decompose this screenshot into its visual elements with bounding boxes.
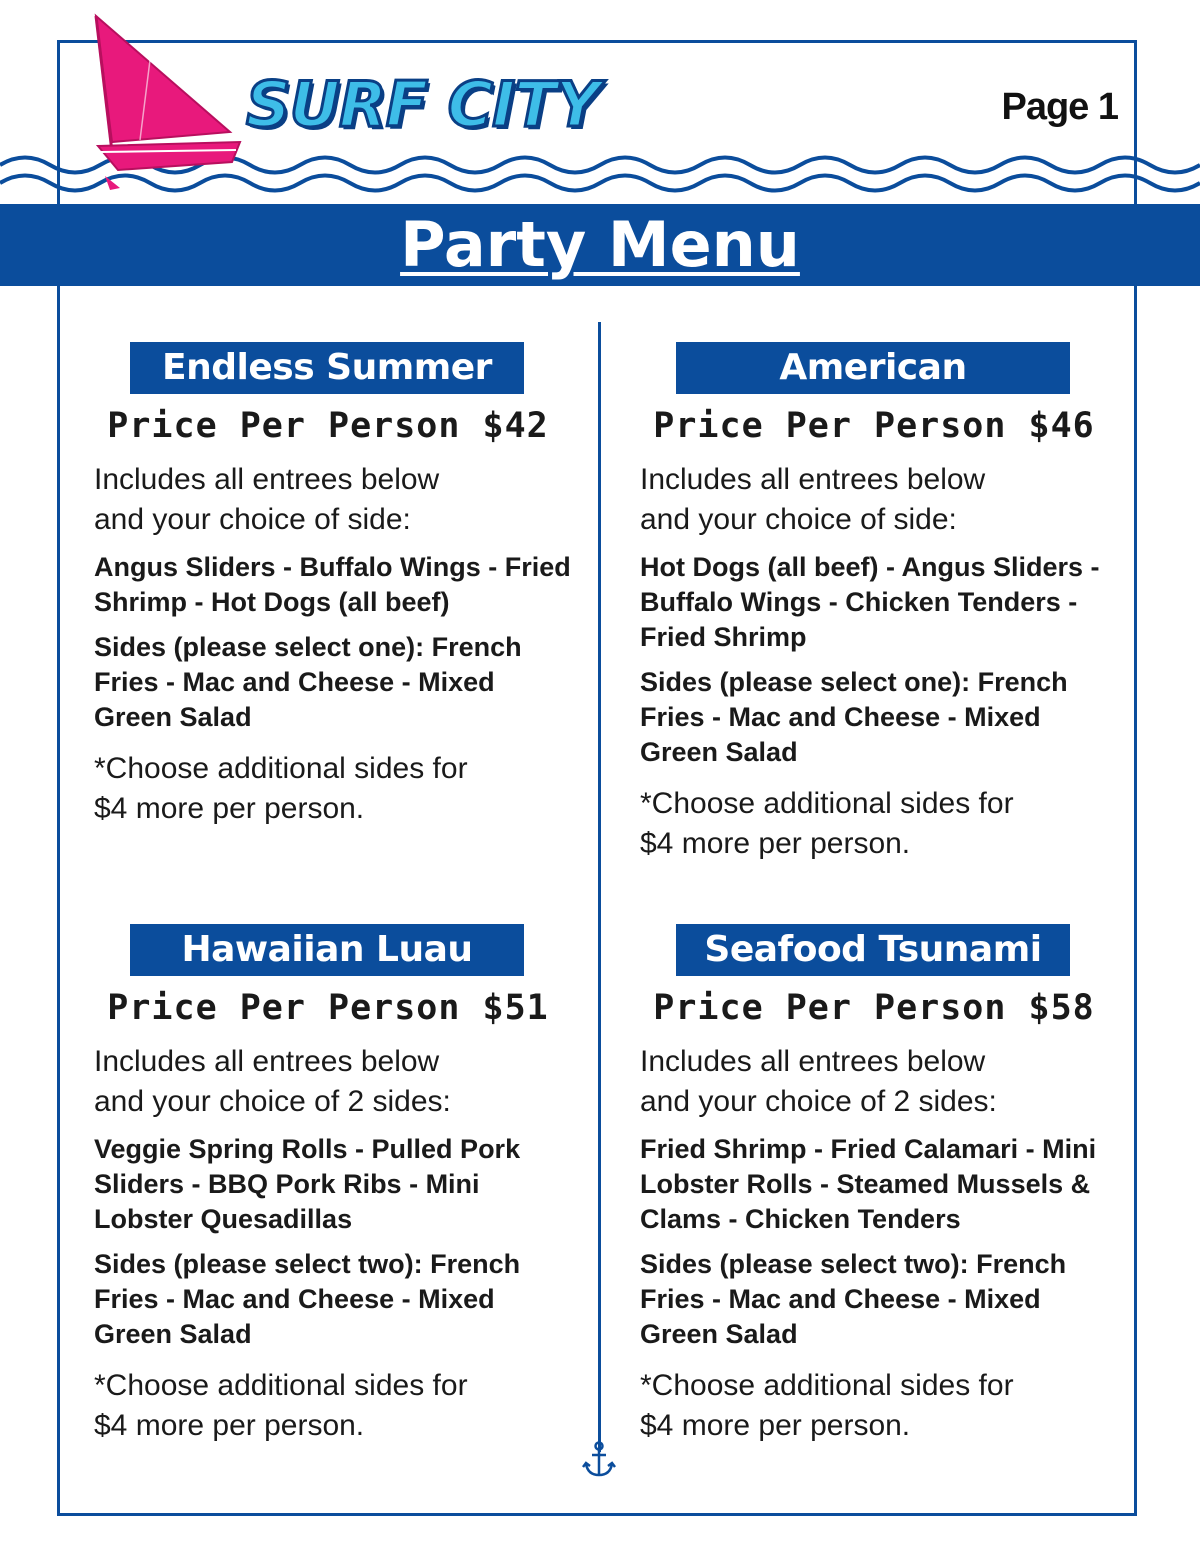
- package-intro: [94, 1042, 574, 1122]
- package-seafood-tsunami: [640, 924, 1120, 1446]
- package-price: Price Per Person $46: [653, 406, 1095, 446]
- package-price: Price Per Person $42: [107, 406, 549, 446]
- note-line: $4 more per person.: [640, 1409, 911, 1442]
- package-title: Endless Summer: [130, 342, 524, 394]
- brand-logo-text: SURF CITY: [246, 68, 600, 141]
- package-intro: [640, 460, 1120, 540]
- package-note: [94, 1366, 574, 1446]
- note-line: *Choose additional sides for: [94, 1369, 468, 1402]
- package-entrees: Fried Shrimp - Fried Calamari - Mini Lobster Rolls - Steamed Mussels & Clams - Chicken Tenders: [640, 1134, 1097, 1234]
- note-line: $4 more per person.: [94, 792, 365, 825]
- package-note: [94, 749, 574, 829]
- intro-line: and your choice of side:: [640, 503, 957, 536]
- package-sides: Sides (please select two): French Fries - Mac and Cheese - Mixed Green Salad: [640, 1249, 1067, 1349]
- intro-line: and your choice of side:: [94, 503, 411, 536]
- package-title: Seafood Tsunami: [676, 924, 1070, 976]
- anchor-icon: [582, 1440, 616, 1480]
- note-line: *Choose additional sides for: [640, 787, 1014, 820]
- intro-line: and your choice of 2 sides:: [94, 1085, 451, 1118]
- package-entrees: Veggie Spring Rolls - Pulled Pork Sliders - BBQ Pork Ribs - Mini Lobster Quesadillas: [94, 1134, 521, 1234]
- note-line: *Choose additional sides for: [94, 752, 468, 785]
- intro-line: Includes all entrees below: [640, 463, 986, 496]
- package-entrees: Hot Dogs (all beef) - Angus Sliders - Buffalo Wings - Chicken Tenders - Fried Shrimp: [640, 552, 1100, 652]
- package-note: [640, 784, 1120, 864]
- package-sides: Sides (please select one): French Fries - Mac and Cheese - Mixed Green Salad: [640, 667, 1068, 767]
- page-title: Party Menu: [400, 208, 800, 281]
- intro-line: Includes all entrees below: [640, 1045, 986, 1078]
- package-endless-summer: [94, 342, 574, 829]
- package-title: Hawaiian Luau: [130, 924, 524, 976]
- note-line: $4 more per person.: [640, 827, 911, 860]
- package-sides: Sides (please select one): French Fries - Mac and Cheese - Mixed Green Salad: [94, 632, 522, 732]
- package-note: [640, 1366, 1120, 1446]
- package-intro: [640, 1042, 1120, 1122]
- package-entrees: Angus Sliders - Buffalo Wings - Fried Shrimp - Hot Dogs (all beef): [94, 552, 571, 617]
- column-divider: [598, 322, 601, 1452]
- package-title: American: [676, 342, 1070, 394]
- intro-line: Includes all entrees below: [94, 1045, 440, 1078]
- page-number: Page 1: [1001, 86, 1118, 128]
- package-american: [640, 342, 1120, 864]
- note-line: $4 more per person.: [94, 1409, 365, 1442]
- intro-line: Includes all entrees below: [94, 463, 440, 496]
- note-line: *Choose additional sides for: [640, 1369, 1014, 1402]
- package-hawaiian-luau: [94, 924, 574, 1446]
- sailboat-icon: [96, 16, 240, 190]
- package-price: Price Per Person $51: [107, 988, 549, 1028]
- package-intro: [94, 460, 574, 540]
- package-price: Price Per Person $58: [653, 988, 1095, 1028]
- package-sides: Sides (please select two): French Fries - Mac and Cheese - Mixed Green Salad: [94, 1249, 521, 1349]
- intro-line: and your choice of 2 sides:: [640, 1085, 997, 1118]
